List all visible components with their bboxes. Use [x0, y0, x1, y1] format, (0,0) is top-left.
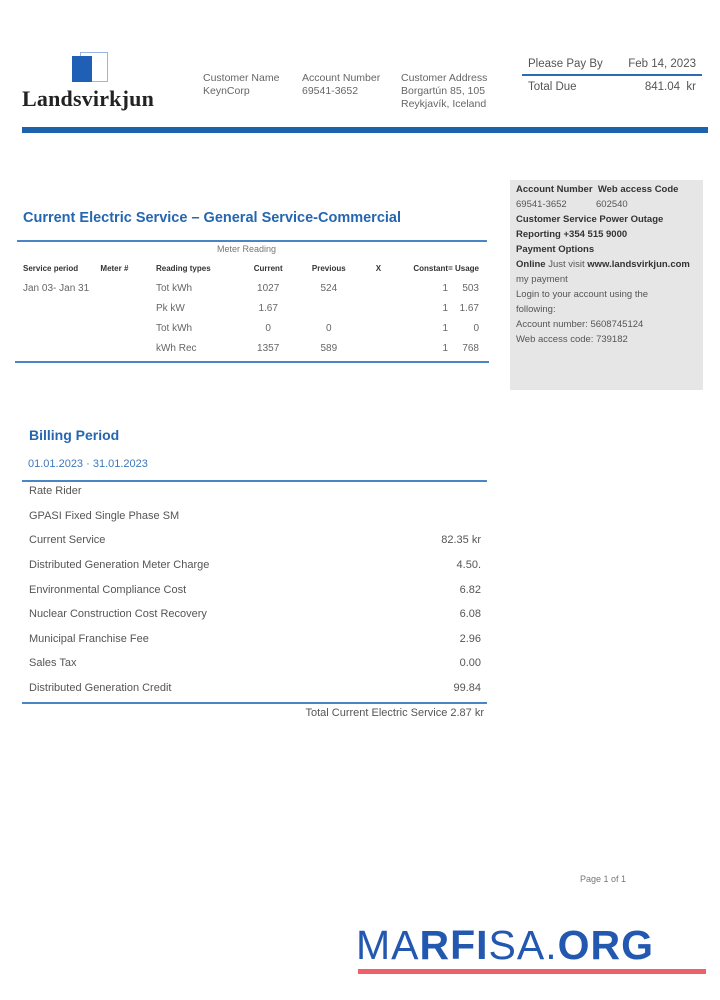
item-label: Rate Rider — [29, 485, 82, 498]
billing-title: Billing Period — [29, 427, 120, 443]
cell — [23, 298, 100, 318]
billing-period-dates: 01.01.2023 · 31.01.2023 — [28, 458, 148, 470]
cell — [23, 318, 100, 338]
web-code-label: Web access Code — [597, 184, 679, 195]
cell: 1357 — [257, 342, 280, 354]
cell: 0 — [326, 322, 332, 334]
table-row — [23, 338, 479, 358]
col-service-period: Service period — [23, 263, 79, 273]
list-item — [22, 676, 487, 701]
web-code-value: 602540 — [596, 199, 628, 210]
cell: 0 — [265, 322, 271, 334]
payment-options-label: Payment Options — [516, 244, 595, 255]
item-amount: 4.50. — [456, 559, 481, 572]
wm-part: SA. — [488, 922, 558, 968]
acct-label: Account Number — [516, 184, 593, 195]
item-label: Distributed Generation Meter Charge — [29, 559, 210, 572]
item-amount: 99.84 — [453, 682, 481, 695]
payment-summary — [522, 56, 702, 95]
list-item — [22, 479, 487, 504]
cell: 1 — [442, 282, 449, 294]
cell — [100, 298, 156, 318]
item-amount: 82.35 kr — [441, 534, 481, 547]
cell: 1.67 — [258, 302, 278, 314]
item-label: Nuclear Construction Cost Recovery — [29, 608, 207, 621]
cell: kWh Rec — [155, 342, 197, 354]
cell: Tot kWh — [155, 322, 193, 334]
info-line: my payment — [516, 274, 568, 285]
info-line: following: — [516, 304, 556, 315]
cell: 1027 — [257, 282, 280, 294]
table-row — [23, 298, 479, 318]
item-amount: 2.96 — [459, 632, 481, 645]
item-amount: 6.08 — [459, 608, 481, 621]
divider — [522, 74, 702, 76]
cell — [359, 318, 399, 338]
list-item — [22, 627, 487, 652]
col-previous: Previous — [311, 263, 346, 273]
cell — [359, 338, 399, 358]
customer-service-label: Customer Service Power Outage — [516, 214, 664, 225]
company-logo-text: Landsvirkjun — [22, 86, 155, 111]
cell: 768 — [462, 342, 479, 354]
info-line: Login to your account using the — [516, 289, 649, 300]
billing-items-list — [22, 479, 487, 700]
account-number-value: 69541-3652 — [302, 85, 359, 97]
list-item — [22, 651, 487, 676]
meter-reading-label: Meter Reading — [217, 244, 277, 254]
customer-address-block — [401, 72, 487, 111]
divider — [22, 702, 487, 704]
cell: 1 — [442, 322, 449, 334]
meter-reading-table — [23, 258, 479, 358]
customer-name-label: Customer Name — [203, 72, 280, 84]
cell: Jan 03- Jan 31 — [23, 282, 90, 294]
total-due-label: Total Due — [528, 81, 577, 93]
cell: Pk kW — [155, 302, 185, 314]
item-label: GPASI Fixed Single Phase SM — [29, 509, 180, 522]
col-meter: Meter # — [100, 263, 129, 273]
cell: 524 — [320, 282, 338, 294]
list-item — [22, 553, 487, 578]
watermark-underline — [358, 969, 706, 974]
col-constant: Constant — [413, 263, 449, 273]
cell — [359, 278, 399, 298]
total-electric-service: Total Current Electric Service 2.87 kr — [305, 707, 484, 719]
cell: 1.67 — [459, 302, 479, 314]
account-info-panel — [510, 180, 703, 390]
pay-by-date: Feb 14, 2023 — [628, 58, 696, 70]
wm-part: ORG — [557, 922, 655, 968]
cell: 589 — [320, 342, 338, 354]
account-number-block — [302, 72, 380, 98]
info-web-access-code: Web access code: 739182 — [516, 334, 628, 345]
company-logo-mark — [72, 52, 110, 84]
item-amount: 0.00 — [459, 657, 481, 670]
cell: 503 — [462, 282, 479, 294]
online-label: Online — [516, 259, 546, 270]
service-title: Current Electric Service – General Service-Commercial — [23, 210, 401, 226]
cell: 1 — [442, 302, 449, 314]
table-header — [23, 258, 479, 278]
customer-address-line1: Borgartún 85, 105 — [401, 85, 486, 97]
cell — [100, 318, 156, 338]
info-account-number: Account number: 5608745124 — [516, 319, 644, 330]
acct-value: 69541-3652 — [516, 199, 567, 210]
cell: 1 — [442, 342, 449, 354]
item-label: Municipal Franchise Fee — [29, 632, 149, 645]
cell — [100, 338, 156, 358]
col-usage: = Usage — [448, 263, 479, 273]
table-row — [23, 278, 479, 298]
account-number-label: Account Number — [302, 72, 381, 84]
item-amount: 6.82 — [459, 583, 481, 596]
wm-part: RFI — [419, 922, 489, 968]
divider — [15, 361, 489, 363]
divider — [17, 240, 487, 242]
customer-name-block — [203, 72, 279, 98]
cell — [100, 278, 156, 298]
cell — [23, 338, 100, 358]
cell — [359, 298, 399, 318]
list-item — [22, 602, 487, 627]
outage-phone: Reporting +354 515 9000 — [516, 229, 628, 240]
item-label: Distributed Generation Credit — [29, 682, 172, 695]
header-divider-bar — [22, 127, 708, 133]
website-link[interactable]: www.landsvirkjun.com — [587, 259, 690, 270]
page-number: Page 1 of 1 — [580, 874, 627, 884]
item-label: Current Service — [29, 534, 106, 547]
item-label: Sales Tax — [29, 657, 77, 670]
total-due-value: 841.04 kr — [644, 81, 696, 93]
table-row — [23, 318, 479, 338]
col-x: X — [375, 263, 382, 273]
col-reading-types: Reading types — [155, 263, 211, 273]
pay-by-label: Please Pay By — [528, 58, 603, 70]
watermark-logo — [356, 922, 654, 968]
col-current: Current — [253, 263, 283, 273]
customer-name-value: KeynCorp — [203, 85, 250, 97]
list-item — [22, 577, 487, 602]
customer-address-line2: Reykjavík, Iceland — [401, 98, 487, 110]
cell: Tot kWh — [155, 282, 193, 294]
wm-part: MA — [356, 922, 420, 968]
customer-address-label: Customer Address — [401, 72, 488, 84]
cell: 0 — [473, 322, 479, 334]
list-item — [22, 504, 487, 529]
cell — [299, 298, 359, 318]
online-text: Just visit — [545, 259, 588, 270]
item-label: Environmental Compliance Cost — [29, 583, 187, 596]
list-item — [22, 528, 487, 553]
